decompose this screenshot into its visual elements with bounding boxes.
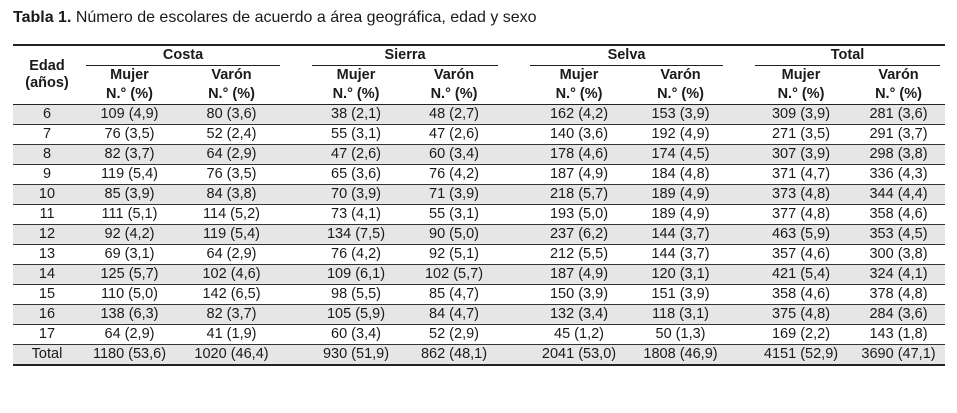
value-cell: 178 (4,6) [525, 145, 633, 165]
value-cell: 309 (3,9) [750, 105, 852, 125]
data-table-container [13, 44, 945, 366]
age-cell: 16 [13, 305, 81, 325]
spacer-cell [285, 285, 307, 305]
unit-header: N.° (%) [81, 85, 178, 105]
value-cell: 271 (3,5) [750, 125, 852, 145]
value-cell: 47 (2,6) [307, 145, 405, 165]
value-cell: 76 (3,5) [178, 165, 285, 185]
spacer-cell [285, 325, 307, 345]
value-cell: 237 (6,2) [525, 225, 633, 245]
value-cell: 85 (4,7) [405, 285, 503, 305]
value-cell: 307 (3,9) [750, 145, 852, 165]
unit-header: N.° (%) [750, 85, 852, 105]
value-cell: 60 (3,4) [307, 325, 405, 345]
spacer-cell [285, 265, 307, 285]
value-cell: 120 (3,1) [633, 265, 728, 285]
table-row [13, 325, 945, 345]
value-cell: 52 (2,9) [405, 325, 503, 345]
value-cell: 70 (3,9) [307, 185, 405, 205]
value-cell: 143 (1,8) [852, 325, 945, 345]
spacer-cell [285, 225, 307, 245]
value-cell: 60 (3,4) [405, 145, 503, 165]
value-cell: 55 (3,1) [307, 125, 405, 145]
age-cell: Total [13, 345, 81, 366]
group-header-selva: Selva [525, 45, 728, 66]
value-cell: 291 (3,7) [852, 125, 945, 145]
spacer-cell [503, 265, 525, 285]
spacer-cell [728, 345, 750, 366]
value-cell: 110 (5,0) [81, 285, 178, 305]
value-cell: 862 (48,1) [405, 345, 503, 366]
spacer-cell [728, 325, 750, 345]
value-cell: 281 (3,6) [852, 105, 945, 125]
group-header-sierra: Sierra [307, 45, 503, 66]
age-cell: 17 [13, 325, 81, 345]
age-cell: 6 [13, 105, 81, 125]
value-cell: 192 (4,9) [633, 125, 728, 145]
value-cell: 119 (5,4) [178, 225, 285, 245]
spacer-cell [503, 165, 525, 185]
value-cell: 64 (2,9) [178, 245, 285, 265]
value-cell: 92 (5,1) [405, 245, 503, 265]
unit-header: N.° (%) [633, 85, 728, 105]
spacer [503, 45, 525, 66]
spacer-cell [285, 305, 307, 325]
age-header-line1: Edad [29, 58, 65, 74]
value-cell: 84 (4,7) [405, 305, 503, 325]
value-cell: 357 (4,6) [750, 245, 852, 265]
table-caption-text: Número de escolares de acuerdo a área geográfica, edad y sexo [71, 9, 537, 26]
spacer-cell [728, 105, 750, 125]
value-cell: 189 (4,9) [633, 185, 728, 205]
value-cell: 284 (3,6) [852, 305, 945, 325]
spacer-cell [728, 225, 750, 245]
age-cell: 8 [13, 145, 81, 165]
unit-header: N.° (%) [307, 85, 405, 105]
value-cell: 144 (3,7) [633, 225, 728, 245]
value-cell: 378 (4,8) [852, 285, 945, 305]
value-cell: 358 (4,6) [750, 285, 852, 305]
spacer-cell [503, 185, 525, 205]
value-cell: 41 (1,9) [178, 325, 285, 345]
value-cell: 144 (3,7) [633, 245, 728, 265]
table-row [13, 245, 945, 265]
value-cell: 421 (5,4) [750, 265, 852, 285]
sub-header-varon: Varón [660, 67, 701, 83]
value-cell: 169 (2,2) [750, 325, 852, 345]
value-cell: 184 (4,8) [633, 165, 728, 185]
table-header [13, 45, 945, 105]
table-row [13, 345, 945, 366]
value-cell: 84 (3,8) [178, 185, 285, 205]
spacer-cell [503, 125, 525, 145]
value-cell: 48 (2,7) [405, 105, 503, 125]
value-cell: 153 (3,9) [633, 105, 728, 125]
value-cell: 111 (5,1) [81, 205, 178, 225]
value-cell: 142 (6,5) [178, 285, 285, 305]
spacer-cell [285, 205, 307, 225]
table-row [13, 125, 945, 145]
value-cell: 45 (1,2) [525, 325, 633, 345]
sub-header-mujer: Mujer [336, 67, 376, 83]
spacer-cell [728, 245, 750, 265]
sub-header-varon: Varón [211, 67, 252, 83]
table-caption [13, 9, 537, 27]
spacer-cell [503, 145, 525, 165]
value-cell: 76 (3,5) [81, 125, 178, 145]
table-row [13, 105, 945, 125]
table-row [13, 145, 945, 165]
table-row [13, 185, 945, 205]
age-cell: 12 [13, 225, 81, 245]
spacer-cell [285, 105, 307, 125]
value-cell: 138 (6,3) [81, 305, 178, 325]
age-cell: 15 [13, 285, 81, 305]
value-cell: 174 (4,5) [633, 145, 728, 165]
value-cell: 76 (4,2) [405, 165, 503, 185]
age-cell: 11 [13, 205, 81, 225]
value-cell: 187 (4,9) [525, 165, 633, 185]
table-caption-label: Tabla 1. [13, 9, 72, 26]
value-cell: 105 (5,9) [307, 305, 405, 325]
value-cell: 119 (5,4) [81, 165, 178, 185]
sub-header-mujer: Mujer [559, 67, 599, 83]
value-cell: 82 (3,7) [178, 305, 285, 325]
table-row [13, 225, 945, 245]
value-cell: 3690 (47,1) [852, 345, 945, 366]
value-cell: 140 (3,6) [525, 125, 633, 145]
value-cell: 1808 (46,9) [633, 345, 728, 366]
unit-header: N.° (%) [852, 85, 945, 105]
value-cell: 218 (5,7) [525, 185, 633, 205]
value-cell: 98 (5,5) [307, 285, 405, 305]
spacer [285, 45, 307, 66]
value-cell: 92 (4,2) [81, 225, 178, 245]
value-cell: 358 (4,6) [852, 205, 945, 225]
spacer-cell [285, 145, 307, 165]
age-cell: 9 [13, 165, 81, 185]
value-cell: 69 (3,1) [81, 245, 178, 265]
unit-header: N.° (%) [405, 85, 503, 105]
value-cell: 65 (3,6) [307, 165, 405, 185]
spacer-cell [728, 185, 750, 205]
value-cell: 373 (4,8) [750, 185, 852, 205]
value-cell: 187 (4,9) [525, 265, 633, 285]
value-cell: 125 (5,7) [81, 265, 178, 285]
table-row [13, 305, 945, 325]
value-cell: 1020 (46,4) [178, 345, 285, 366]
data-table [13, 44, 945, 366]
value-cell: 377 (4,8) [750, 205, 852, 225]
value-cell: 38 (2,1) [307, 105, 405, 125]
spacer-cell [503, 305, 525, 325]
value-cell: 162 (4,2) [525, 105, 633, 125]
value-cell: 4151 (52,9) [750, 345, 852, 366]
value-cell: 73 (4,1) [307, 205, 405, 225]
spacer-cell [285, 345, 307, 366]
age-cell: 7 [13, 125, 81, 145]
value-cell: 132 (3,4) [525, 305, 633, 325]
value-cell: 85 (3,9) [81, 185, 178, 205]
table-row [13, 265, 945, 285]
value-cell: 212 (5,5) [525, 245, 633, 265]
table-row [13, 205, 945, 225]
sub-header-mujer: Mujer [110, 67, 149, 83]
value-cell: 298 (3,8) [852, 145, 945, 165]
value-cell: 193 (5,0) [525, 205, 633, 225]
spacer-cell [503, 245, 525, 265]
value-cell: 375 (4,8) [750, 305, 852, 325]
sub-header-varon: Varón [433, 67, 475, 83]
value-cell: 930 (51,9) [307, 345, 405, 366]
sub-header-varon: Varón [878, 67, 919, 83]
value-cell: 102 (4,6) [178, 265, 285, 285]
value-cell: 336 (4,3) [852, 165, 945, 185]
spacer-cell [503, 225, 525, 245]
value-cell: 55 (3,1) [405, 205, 503, 225]
spacer-cell [728, 165, 750, 185]
value-cell: 64 (2,9) [81, 325, 178, 345]
table-row [13, 165, 945, 185]
value-cell: 118 (3,1) [633, 305, 728, 325]
value-cell: 463 (5,9) [750, 225, 852, 245]
spacer-cell [728, 125, 750, 145]
age-cell: 10 [13, 185, 81, 205]
table-row [13, 285, 945, 305]
spacer-cell [503, 105, 525, 125]
value-cell: 371 (4,7) [750, 165, 852, 185]
value-cell: 76 (4,2) [307, 245, 405, 265]
value-cell: 64 (2,9) [178, 145, 285, 165]
spacer-cell [728, 285, 750, 305]
group-header-total: Total [750, 45, 945, 66]
value-cell: 344 (4,4) [852, 185, 945, 205]
value-cell: 134 (7,5) [307, 225, 405, 245]
spacer-cell [503, 325, 525, 345]
value-cell: 114 (5,2) [178, 205, 285, 225]
age-column-header [13, 45, 81, 105]
value-cell: 52 (2,4) [178, 125, 285, 145]
value-cell: 151 (3,9) [633, 285, 728, 305]
value-cell: 80 (3,6) [178, 105, 285, 125]
spacer-cell [503, 285, 525, 305]
age-cell: 13 [13, 245, 81, 265]
value-cell: 353 (4,5) [852, 225, 945, 245]
value-cell: 1180 (53,6) [81, 345, 178, 366]
value-cell: 189 (4,9) [633, 205, 728, 225]
group-header-costa: Costa [81, 45, 285, 66]
spacer-cell [285, 125, 307, 145]
age-header-line2: (años) [25, 75, 69, 91]
value-cell: 71 (3,9) [405, 185, 503, 205]
value-cell: 102 (5,7) [405, 265, 503, 285]
value-cell: 90 (5,0) [405, 225, 503, 245]
age-cell: 14 [13, 265, 81, 285]
spacer-cell [728, 305, 750, 325]
spacer-cell [285, 245, 307, 265]
spacer-cell [285, 165, 307, 185]
value-cell: 109 (6,1) [307, 265, 405, 285]
value-cell: 47 (2,6) [405, 125, 503, 145]
spacer-cell [503, 345, 525, 366]
unit-header: N.° (%) [525, 85, 633, 105]
value-cell: 109 (4,9) [81, 105, 178, 125]
value-cell: 50 (1,3) [633, 325, 728, 345]
spacer-cell [728, 205, 750, 225]
value-cell: 300 (3,8) [852, 245, 945, 265]
spacer-cell [728, 265, 750, 285]
spacer-cell [728, 145, 750, 165]
value-cell: 150 (3,9) [525, 285, 633, 305]
value-cell: 2041 (53,0) [525, 345, 633, 366]
table-body [13, 105, 945, 366]
sub-header-mujer: Mujer [781, 67, 821, 83]
spacer-cell [285, 185, 307, 205]
spacer-cell [503, 205, 525, 225]
value-cell: 82 (3,7) [81, 145, 178, 165]
spacer [728, 45, 750, 66]
unit-header: N.° (%) [178, 85, 285, 105]
value-cell: 324 (4,1) [852, 265, 945, 285]
